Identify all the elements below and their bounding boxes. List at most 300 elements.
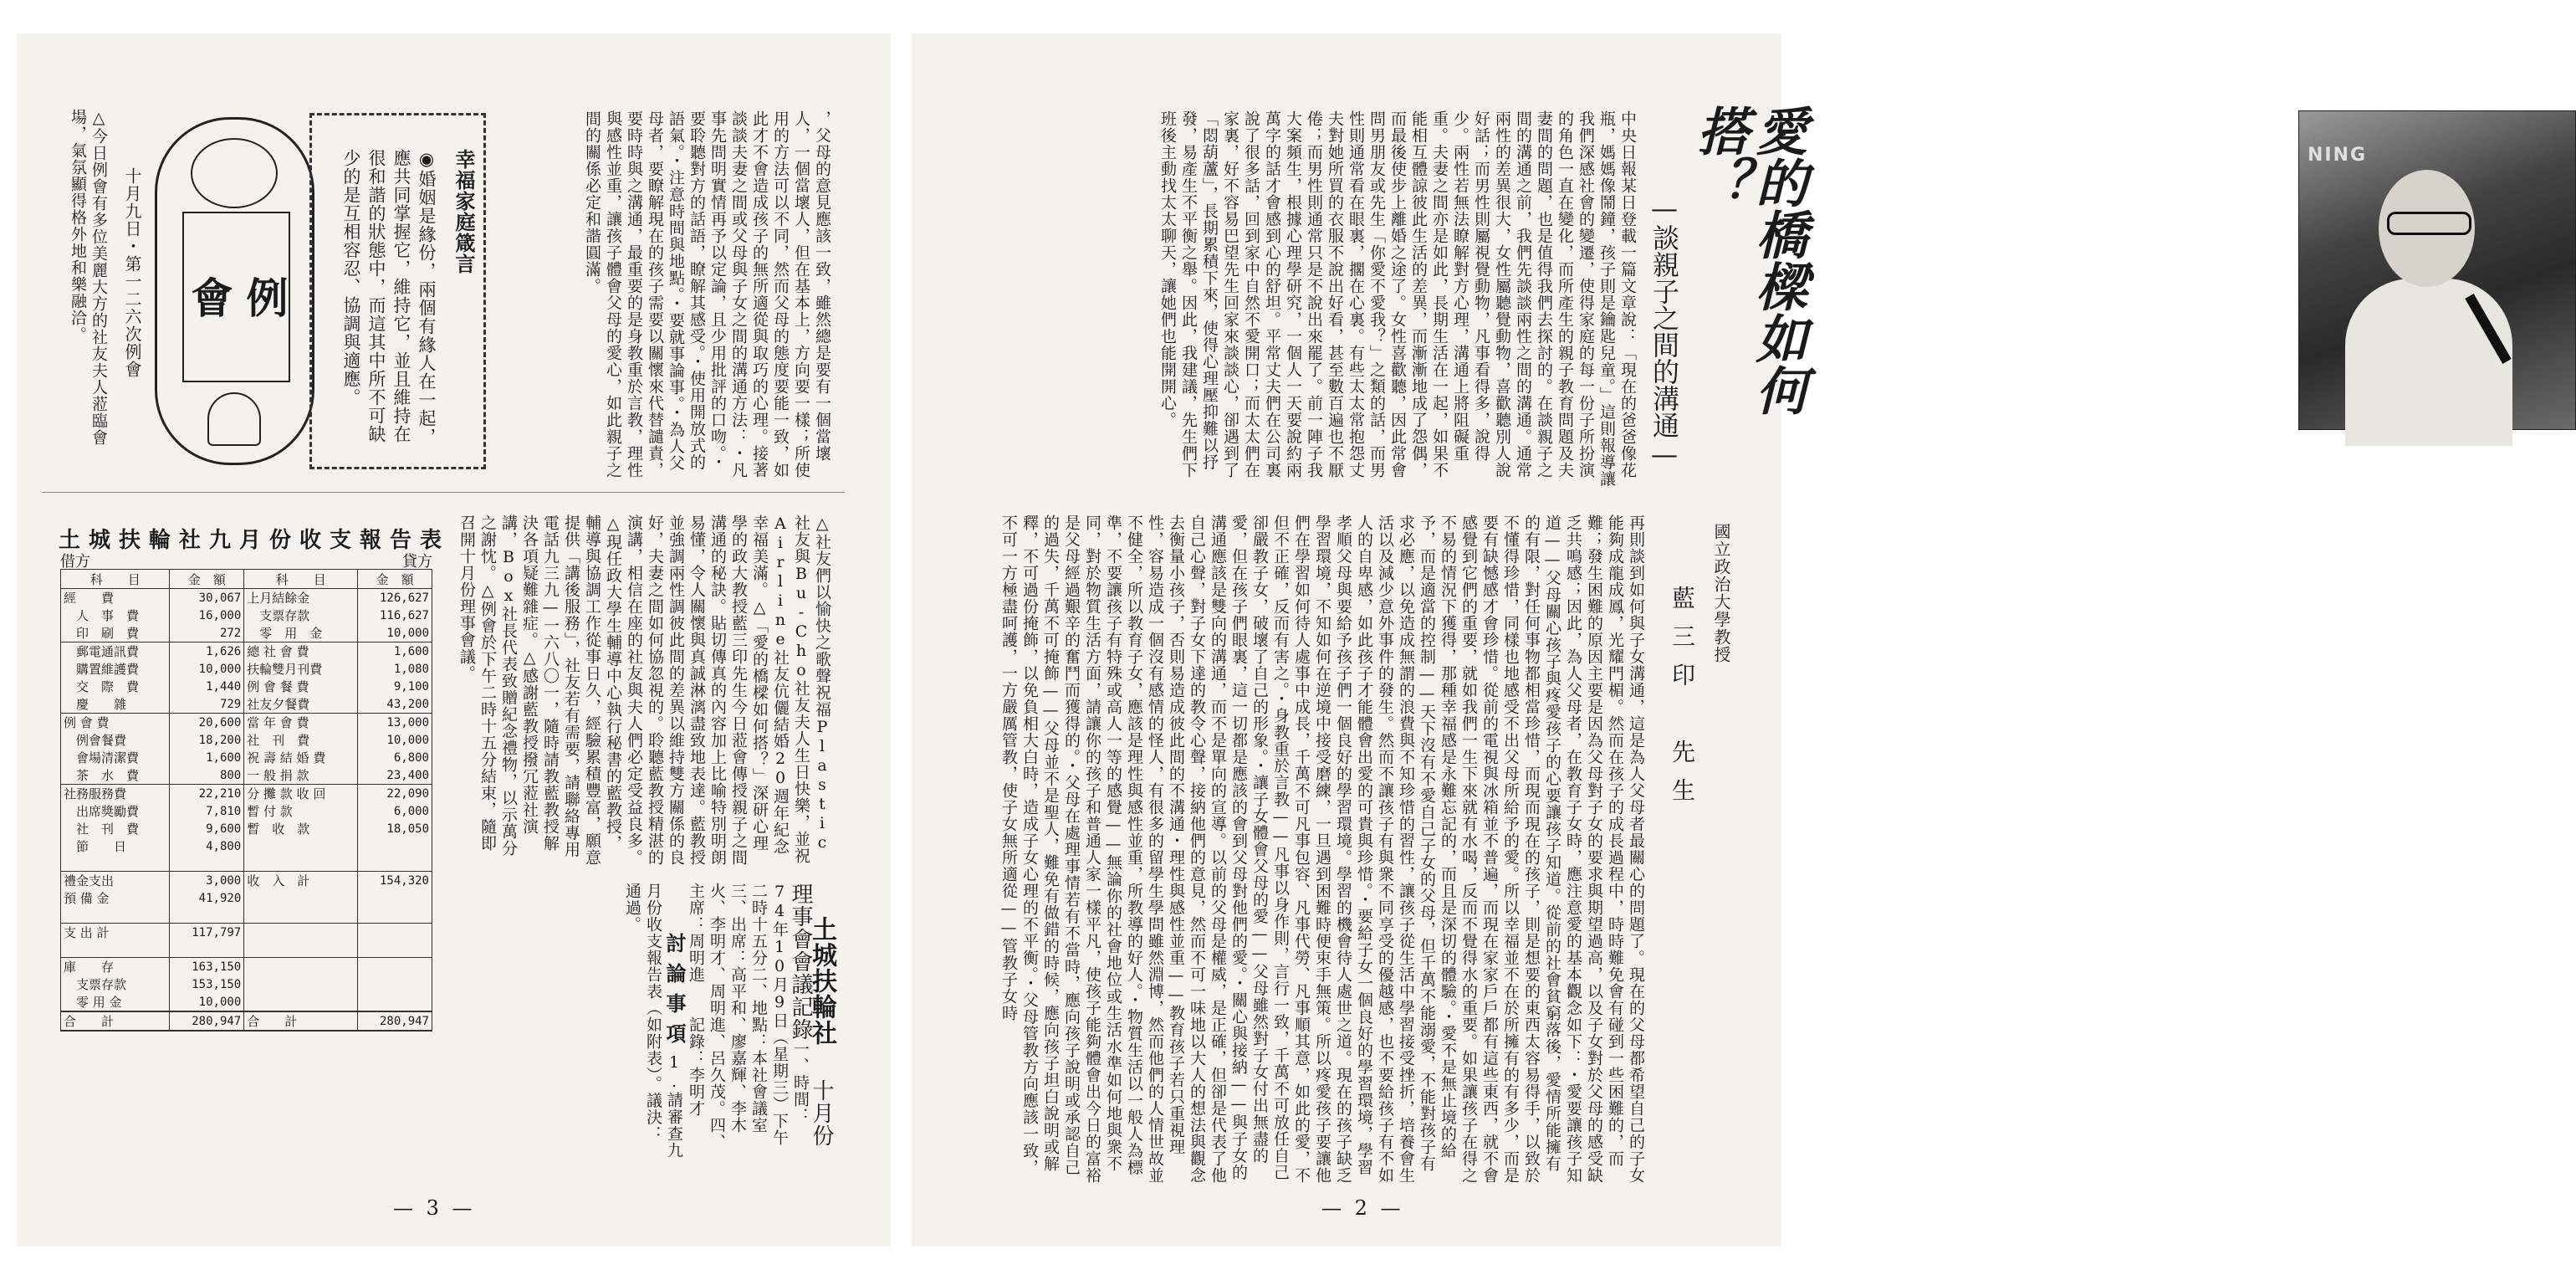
amount-cell: 116,627 [358, 607, 432, 624]
table-row [61, 802, 432, 820]
memo-date: 十月九日・第一二六次例會 [122, 167, 142, 378]
amount-cell: 7,810 [170, 802, 244, 820]
minutes-item: 一、時間：74年10月9日（星期三）下午二時十五分 [749, 883, 810, 1146]
amount-cell: 10,000 [358, 731, 432, 749]
table-row [61, 589, 432, 607]
text-column: 要給予孩子們一個良好的學習環境。學習的機會 [1334, 598, 1352, 950]
text-column: 所能擁有的有限，對任何事物都相當珍惜，而現 [1522, 515, 1561, 1172]
discussion-item: 1.請審查九月份收支報告表（如附表）。 [644, 883, 683, 1159]
account-cell: 社 刊 費 [61, 820, 170, 837]
amount-cell: 30,067 [170, 589, 244, 607]
text-column: 如此親子之間的關係必定和諧圓滿。 [583, 110, 622, 479]
text-column: 們深感社會的變遷 [1577, 127, 1595, 261]
text-column: 才不會造成孩子的無所適從與取巧的心理。 [750, 127, 769, 445]
note-line: △「愛的橋樑如何搭？」深研心理學的政大教授藍 [729, 515, 769, 852]
amount-cell: 13,000 [358, 714, 432, 732]
note-line: △社友們以愉快之歌聲祝福Plastic社友與 [792, 515, 831, 852]
text-column: ，一方嚴厲管教，使子女無所適從——管教子女時 [999, 648, 1018, 1021]
account-cell [244, 907, 358, 924]
text-column: 溝通，而不是單向的宣導。以前的父母是權威，是 [1209, 648, 1227, 1016]
table-row [61, 607, 432, 624]
table-row [61, 975, 432, 993]
amount-cell: 10,000 [170, 993, 244, 1011]
text-column: ・父母在處理事情若有不當時，應向孩子說明 [1062, 757, 1081, 1093]
article-body-top [969, 110, 1638, 491]
text-column: ，容易造成一個沒有感情的怪人，有很多的留學生 [1146, 531, 1164, 899]
table-row [61, 642, 432, 661]
text-column: 殊或高人一等的感覺——無論你的社會地位或生活 [1104, 665, 1122, 1038]
account-cell: 總 社 會 費 [244, 642, 358, 661]
text-column: 與觀念去衡量小孩子，否則易造成彼此間的不溝通 [1167, 515, 1206, 1184]
text-column: 而現在的孩子，則是想要的東西太容易得手，以致 [1522, 799, 1541, 1167]
text-column: 憾感才會珍惜。從前的電視與冰箱並不普遍，而現在家 [1480, 565, 1499, 966]
text-column: ・理性與感性並重——教育孩子若只重視理性 [1146, 515, 1185, 1155]
text-column: 所買的衣服不說出好看，甚至數百遍也不厭倦；而男性則通常 [1305, 110, 1344, 479]
text-column: 在一起，如果不能相互體諒彼此生活的差異，而 [1409, 110, 1449, 479]
text-column: 代替譴責，要時時與之溝通，最重要的是身教重於 [625, 110, 664, 479]
text-column: 象。 [1250, 732, 1269, 758]
total-label-cell: 合 計 [61, 1011, 170, 1031]
account-cell: 經 費 [61, 589, 170, 607]
amount-cell: 9,600 [170, 820, 244, 837]
text-column: ・要給子女一個良好的學習環境，學習孝順父母與 [1334, 515, 1373, 1176]
speaker-body [2345, 279, 2512, 446]
text-column: 天下沒有不愛自己子女的父母，但千萬不能溺愛， [1418, 704, 1436, 1072]
amount-cell: 1,600 [358, 642, 432, 661]
text-column: ，讓她們也能開開心。 [1158, 261, 1177, 428]
text-column: 與衆不同享受的優越感，也不要給孩子有不如人的 [1355, 515, 1394, 1184]
text-column: 長，千萬不可凡事包容、凡事代勞、凡事順其意，如此 [1292, 715, 1311, 1117]
text-column: 積下來，使得心理壓抑難以抒發，易產生不平衡之 [1179, 110, 1219, 471]
board-meeting-minutes [439, 883, 836, 1159]
text-column: 或承認自己的過失，千萬不可掩飾——父母並不是 [1041, 515, 1081, 1176]
account-cell: 社務服務費 [61, 785, 170, 803]
amount-cell: 22,210 [170, 785, 244, 803]
text-column: 難；發生困難的原因主要是因為父母對子女的要求 [1585, 515, 1603, 883]
note-line: 事會議。 [457, 615, 476, 682]
amount-cell: 10,000 [358, 624, 432, 642]
amount-cell: 117,797 [170, 924, 244, 942]
text-column: 的子女能夠成龍成鳳，光耀門楣。然而在孩子的成 [1606, 515, 1645, 1184]
text-column: ・使用開放式的語氣。 [667, 110, 706, 471]
note-line: 關懷與真誠淋漓盡致地表達。藍教授並強調兩性 [667, 515, 706, 866]
account-cell: 社 刊 費 [244, 731, 358, 749]
amount-cell [358, 993, 432, 1011]
table-row [61, 731, 432, 749]
amount-cell [170, 907, 244, 924]
text-column: 一直在變化，而所 [1556, 161, 1574, 294]
text-column: 愛。所以幸福並不在於所擁有的有多少，而是要有缺 [1480, 515, 1520, 1184]
account-cell: 扶輪雙月刊費 [244, 660, 358, 678]
note-line: △感謝藍教授撥冗蒞社演講，Box社長代表致贈紀 [499, 515, 539, 835]
account-cell [244, 975, 358, 993]
amount-cell: 6,800 [358, 749, 432, 766]
amount-cell: 126,627 [358, 589, 432, 607]
account-cell [244, 941, 358, 958]
col-header: 金 額 [170, 570, 244, 589]
table-row [61, 624, 432, 642]
text-column: 登載一篇文章說： [1618, 211, 1637, 345]
amount-cell: 1,440 [170, 678, 244, 695]
text-column: 與期望過高，以及子女對於父母的感受缺乏共鳴感 [1564, 515, 1603, 1184]
table-row [61, 660, 432, 678]
amount-cell: 23,400 [358, 766, 432, 785]
text-column: 看在眼裏，擱在心裏。有些太太常抱怨丈夫對她 [1326, 110, 1365, 479]
text-column: 舉。因此，我建議，先生們下班後主動找太太聊天 [1158, 110, 1198, 479]
amount-cell [358, 941, 432, 958]
account-cell: 郵電通訊費 [61, 642, 170, 661]
text-column: 個當壞人，一個當壞人，但在基本上，方向要一樣；所使用 [771, 110, 831, 479]
amount-cell [170, 941, 244, 958]
text-column: 只是不說出來罷了。前一陣子我大案頻生，根據心 [1284, 110, 1323, 479]
amount-cell [358, 907, 432, 924]
note-line: 與協調工作從事日久，經驗累積豐富，願意提供 [562, 515, 601, 866]
text-column: 況下獲得，那種幸福感是永難忘記的，而且是深切 [1439, 581, 1457, 950]
text-column: 瓶，媽媽像鬧鐘， [1597, 110, 1616, 244]
account-cell [244, 958, 358, 976]
amount-cell [358, 958, 432, 976]
minutes-item: 三、出席：高平和、廖嘉輝、李木火、李明才、周明進、呂久茂。 [708, 883, 747, 1134]
note-line: 難雜症。 [520, 581, 539, 648]
amount-cell [358, 975, 432, 993]
amount-cell: 22,090 [358, 785, 432, 803]
text-column: 口吻。 [708, 412, 727, 454]
table-row [61, 889, 432, 907]
account-cell: 慶 雜 [61, 695, 170, 714]
amount-cell: 4,800 [170, 837, 244, 855]
text-column: 間的溝通。通常兩性的差異很大，女性屬聽覺動物， [1493, 110, 1532, 479]
text-column: 接著談談夫妻之間或父母與子女之間的溝通方 [729, 110, 769, 479]
amount-cell: 1,626 [170, 642, 244, 661]
account-cell: 人 事 費 [61, 607, 170, 624]
account-cell: 例會餐費 [61, 731, 170, 749]
table-row [61, 695, 432, 714]
section-divider [42, 492, 845, 493]
amount-cell: 41,920 [170, 889, 244, 907]
account-cell: 當 年 會 費 [244, 714, 358, 732]
text-column: 題，也是值得我們去 [1535, 177, 1553, 328]
account-cell [244, 855, 358, 872]
amount-cell: 18,050 [358, 820, 432, 837]
text-column: 日的富裕是父母經過艱辛的奮鬥而獲得的。 [1062, 515, 1101, 1184]
text-column: 探討的。 [1535, 328, 1553, 395]
amount-cell [170, 855, 244, 872]
note-line: △例會於下午二時十五分結束，隨即召開十月份理 [457, 515, 497, 852]
account-cell: 會場清潔費 [61, 749, 170, 766]
text-column: 待人處世之道。現在的孩子缺乏學習環境，不知如 [1313, 515, 1352, 1184]
amount-cell: 272 [170, 624, 244, 642]
col-header: 科 目 [244, 570, 358, 589]
page-number: — 2 — [1321, 1196, 1404, 1220]
text-column: 喜歡聽別人說好話；而男性則屬視覺動物，凡 [1472, 110, 1511, 479]
ledger-body [61, 589, 432, 1032]
amount-cell: 9,100 [358, 678, 432, 695]
discussion-title: 討論事項 [662, 933, 687, 1053]
account-cell: 節 日 [61, 837, 170, 855]
table-row [61, 941, 432, 958]
minutes-item: 二、地點：本社會議室 [749, 966, 768, 1134]
table-row [61, 924, 432, 942]
account-cell: 印 刷 費 [61, 624, 170, 642]
article-body-bottom [969, 515, 1646, 1184]
account-cell [244, 924, 358, 942]
text-column: 學問雖然淵博，然而他們的人情世故並不健全， [1125, 515, 1164, 1184]
account-cell [244, 837, 358, 855]
motto-title: 幸福家庭箴言 [452, 149, 476, 274]
text-column: 水準如何地與衆不同，對於物質生活方面，請讓你 [1083, 515, 1122, 1172]
account-cell: 例 會 餐 費 [244, 678, 358, 695]
total-amount-cell: 280,947 [358, 1011, 432, 1031]
account-cell: 茶 水 費 [61, 766, 170, 785]
account-cell: 出席獎勵費 [61, 802, 170, 820]
author-name: 藍三印 先生 [1669, 586, 1696, 817]
text-column: 會生活以及減少意外事件的發生。然而不讓孩子有 [1376, 515, 1415, 1184]
credit-label: 貸方 [402, 553, 432, 571]
ledger-table [60, 569, 432, 1032]
minutes-org: 土城扶輪社 [807, 916, 836, 1046]
text-column: 法： [729, 412, 748, 445]
account-cell [61, 855, 170, 872]
account-cell: 支票存款 [61, 975, 170, 993]
text-column: 。所以疼愛孩子要讓他們在學習如何待人處事中成 [1292, 515, 1331, 1184]
text-column: ・關心與接納——與子女的溝通應該是雙向的 [1209, 515, 1248, 1181]
minutes-item: 四、主席：周明進 記錄：李明才 [687, 883, 726, 1150]
amount-cell: 1,600 [170, 749, 244, 766]
note-line: 友與夫人們必定受益良多。 [625, 665, 643, 866]
amount-cell [358, 889, 432, 907]
text-column: 理學研究，一個人一天要說約兩萬字的話才會感到 [1263, 110, 1302, 479]
discussion-item: 議決：通過。 [623, 883, 662, 1143]
text-column: 份子所扮演的角色 [1556, 110, 1595, 479]
text-column: 先生回家來談談心，卻遇到了「悶葫蘆」，長期累 [1200, 110, 1239, 479]
text-column: 理的不平衡。 [1020, 883, 1039, 975]
amount-cell: 3,000 [170, 872, 244, 890]
table-row [61, 958, 432, 976]
text-column: 中自然不愛開口；而太太們在家裏，好不容易巴望 [1221, 110, 1260, 479]
account-cell: 收 入 計 [244, 872, 358, 890]
note-line: 「講後服務」，社友若有需要，請聯絡專用電話 [541, 515, 580, 858]
account-cell: 上月結餘金 [244, 589, 358, 607]
account-cell: 一 般 捐 款 [244, 766, 358, 785]
note-line: 伉儷結婚20週年紀念幸福美滿。 [750, 515, 790, 855]
table-row [61, 785, 432, 803]
text-column: 長過程中，時時難免會有碰到一些困難的，而 [1606, 832, 1624, 1167]
table-row [61, 678, 432, 695]
motto-line: ◉婚姻是緣份，兩個有緣人在一起， [417, 149, 437, 446]
text-column: 。」這則報導讓我 [1577, 110, 1616, 488]
account-cell: 祝 壽 結 婚 費 [244, 749, 358, 766]
account-cell [61, 941, 170, 958]
article-continuation [485, 110, 832, 479]
text-column: 家戶戶都有這些東西，就不會感覺到它們的重要，就如我們一 [1459, 515, 1499, 1184]
note-line: 調彼此間的差異以維持雙方關係的良好，夫妻之間如何協 [646, 515, 685, 866]
col-header: 科 目 [61, 570, 170, 589]
text-column: ，父母的意見應該一致，雖然總是要有一 [813, 110, 831, 412]
family-motto-box [309, 113, 486, 469]
account-cell: 庫 存 [61, 958, 170, 976]
text-column: 事看得多，說得少。兩性若無法瞭解對方心理， [1451, 110, 1490, 462]
text-column: 溝通上將阻礙重重。夫妻之間亦是如此，長期生活 [1430, 110, 1469, 462]
text-column: 關心的問題了。現在的父母都希望自己 [1627, 849, 1645, 1134]
ledger-title: 土城扶輪社九月份收支報告表 [59, 528, 451, 553]
account-cell: 暫 付 款 [244, 802, 358, 820]
account-cell [244, 889, 358, 907]
text-column: ・要就事論事。 [667, 295, 685, 405]
flame-icon [207, 392, 261, 446]
text-column: ・凡事先問明實情再予以定論，且少用批評的 [708, 110, 748, 479]
account-cell [244, 993, 358, 1011]
debit-label: 借方 [60, 553, 90, 571]
note-line: 九三九—一六八〇一，隨時請教藍教授解決各項疑 [520, 515, 560, 852]
text-column: 子的心要讓孩子知道。從前的社會貧窮落後，愛情 [1543, 737, 1561, 1105]
table-row [61, 993, 432, 1011]
table-row [61, 749, 432, 766]
amount-cell: 20,600 [170, 714, 244, 732]
amount-cell: 6,000 [358, 802, 432, 820]
amount-cell: 153,150 [170, 975, 244, 993]
text-column: 會到父母對他們的愛。 [1229, 816, 1248, 975]
meeting-notes [439, 515, 832, 866]
amount-cell: 163,150 [170, 958, 244, 976]
note-line: 忽視的。聆聽藍教授精湛的演講，相信在座的社 [625, 515, 664, 866]
text-column: 」之類的話，而男性則通常 [1347, 110, 1386, 479]
text-column: 生下來就有水喝，反而不覺得水的重要。如果讓孩子在得之不易的情 [1439, 515, 1478, 1184]
text-column: 的好人。 [1125, 933, 1143, 992]
text-column: 漸漸地成了怨偶，而最後使步上離婚之途了。女性 [1388, 110, 1428, 479]
note-line: 念禮物，以示萬分之謝忱。 [478, 515, 518, 857]
page-2 [912, 33, 2368, 1247]
text-column: 聖人，難免有做錯的時候，應向孩子坦白說明或解 [1041, 804, 1060, 1172]
amount-cell [358, 855, 432, 872]
text-column: ，使得家庭的每一 [1577, 261, 1595, 395]
memo-char: 例 [239, 276, 289, 318]
minutes-title: 十月份理事會會議記錄 [788, 883, 834, 1147]
sun-face-icon [191, 138, 278, 208]
text-column: 於不懂得珍惜，同樣也地感受不出父母所給予的 [1501, 515, 1541, 1184]
motto-body [322, 149, 439, 458]
text-column: 孩子則是鑰匙兒童 [1597, 244, 1616, 378]
amount-cell [358, 924, 432, 942]
photo-sign: NING [2308, 145, 2368, 166]
article-subtitle: —談親子之間的溝通— [1648, 192, 1680, 470]
text-column: 心的舒坦。平常丈夫們在公司裏說了很多話，回到家 [1242, 110, 1281, 479]
amount-cell: 43,200 [358, 695, 432, 714]
amount-cell: 1,080 [358, 660, 432, 678]
amount-cell: 729 [170, 695, 244, 714]
account-cell: 禮金支出 [61, 872, 170, 890]
account-cell: 暫 收 款 [244, 820, 358, 837]
account-cell: 預 備 金 [61, 889, 170, 907]
account-cell: 零 用 金 [61, 993, 170, 1011]
amount-cell: 154,320 [358, 872, 432, 890]
text-column: 出無盡的愛，但在孩子們眼裏，這一切都是應該的 [1229, 515, 1269, 1165]
motto-line: 很和諧的狀態中，而這其中所不可缺 [366, 149, 386, 443]
text-column: ，千萬不可放任自己卻嚴教子女，破壞了自己的形 [1250, 515, 1290, 1181]
text-column: 「現在的爸爸像花 [1618, 345, 1637, 479]
text-column: 再則談到如何與子女溝通，這是為人父母者最 [1627, 515, 1645, 849]
text-column: 在談親子之間的溝通之前，我們先談談兩性之 [1514, 110, 1553, 479]
glasses-icon [2387, 212, 2471, 235]
account-cell: 零 用 金 [244, 624, 358, 642]
text-column: 的方法可以不同，然而父母的態度要能一致，如此 [750, 110, 790, 479]
text-column: ・讓子女體會父母的愛——父母雖然對子女付 [1250, 757, 1269, 1098]
account-cell: 社友夕餐費 [244, 695, 358, 714]
ledger-header-row [61, 570, 432, 589]
note-line: 三印先生今日蒞會傳授親子之間溝通的秘訣。貼 [708, 515, 748, 866]
text-column: 題及夫妻間的問 [1535, 110, 1574, 479]
text-column: 正確，但卻是代表了他自己心聲，對子女下達的教令 [1188, 515, 1227, 1184]
memo-char: 會 [184, 276, 234, 318]
table-row [61, 855, 432, 872]
text-column: ・父母管教方向應該一致，不可一方極盡呵護 [999, 515, 1039, 1176]
account-cell: 交 際 費 [61, 678, 170, 695]
meeting-memo-badge [155, 117, 314, 465]
total-label-cell: 合 計 [244, 1011, 358, 1031]
text-column: 自卑感，如此孩子才能體會出愛的可貴與珍惜。 [1355, 548, 1373, 892]
text-column: 中央日報某日 [1618, 110, 1637, 211]
table-row [61, 714, 432, 732]
account-cell [61, 907, 170, 924]
motto-line: 少的是互相容忍、協調與適應。 [341, 149, 361, 407]
article-title: 愛的橋樑如何搭？ [1689, 105, 1808, 416]
text-column: 所以教育子女，應該是理性與感性並重，所教導 [1125, 581, 1143, 933]
amount-cell: 10,000 [170, 660, 244, 678]
text-column: 釋，不可過份掩飾，以免負相大白時，造成子女心 [1020, 515, 1039, 883]
text-column: ・身教重於言教——凡事以身作則，言行一致 [1271, 690, 1290, 1031]
amount-cell: 18,200 [170, 731, 244, 749]
account-cell: 例 會 費 [61, 714, 170, 732]
text-column: 心聲，接納他們的意見，然而不可一味地以大人的想法 [1188, 732, 1206, 1134]
text-column: 基本觀念如下： [1564, 950, 1582, 1067]
text-column: ・物質生活以一般人為標準，不要讓孩子有特 [1104, 515, 1143, 1176]
text-column: 何在逆境中接受磨練，一旦遇到困難時便束手無策 [1313, 648, 1331, 1016]
table-row [61, 766, 432, 785]
col-header: 金 額 [358, 570, 432, 589]
text-column: ；因此，為人父母者，在教育子女時，應注意愛的 [1564, 581, 1582, 950]
amount-cell: 16,000 [170, 607, 244, 624]
text-column: ・愛不是無止境的給予，而是適當的控制—— [1418, 515, 1457, 1160]
table-row [61, 907, 432, 924]
note-line: Bu-Cho社友夫人生日快樂，並祝Airline社友 [771, 515, 810, 864]
account-cell: 分 攤 款 收 回 [244, 785, 358, 803]
motto-line: 應共同掌握它，維持它，並且維持在 [391, 149, 411, 443]
account-cell: 支票存款 [244, 607, 358, 624]
text-column: ・愛要讓孩子知道——父母關心孩子與疼愛孩 [1543, 515, 1582, 1184]
text-column: 言教，理性與感性並重，讓孩子體會父母的愛心， [604, 110, 643, 479]
text-column: ・要聆聽對方的話語，瞭解其感受。 [687, 110, 727, 471]
account-cell: 購置維護費 [61, 660, 170, 678]
total-row [61, 1011, 432, 1031]
note-line: △現任政大學生輔導中心執行秘書的藍教授，輔導 [583, 515, 622, 852]
memo-note: △今日例會有多位美麗大方的社友夫人蒞臨會場，氣氛顯得格外地和樂融洽。 [69, 109, 108, 446]
total-amount-cell: 280,947 [170, 1011, 244, 1031]
text-column: 不能對孩子有求必應，以免造成無謂的浪費與不知 [1397, 515, 1436, 1172]
table-row [61, 872, 432, 890]
text-column: 的體驗。 [1439, 950, 1457, 1009]
text-column: 的孩子和普通人家一樣平凡，使孩子能夠體會出今 [1083, 749, 1101, 1117]
account-cell: 支 出 計 [61, 924, 170, 942]
author-affiliation: 國立政治大學教授 [1711, 523, 1731, 663]
amount-cell [358, 837, 432, 855]
table-row [61, 820, 432, 837]
page-number: — 3 — [393, 1196, 476, 1220]
text-column: 珍惜的習性，讓孩子從生活中學習接受挫折，培養 [1397, 782, 1415, 1150]
text-column: 喜歡聽，因此常會問男朋友或先生「你愛不愛我？ [1367, 110, 1407, 479]
table-row [61, 837, 432, 855]
note-line: 切傳真的內容加上比喻特別明朗易懂，令人 [687, 515, 727, 866]
text-column: ・為人父母者，要瞭解現在的孩子需要以關懷來 [646, 110, 685, 472]
text-column: 產生的親子教育問 [1556, 294, 1574, 428]
